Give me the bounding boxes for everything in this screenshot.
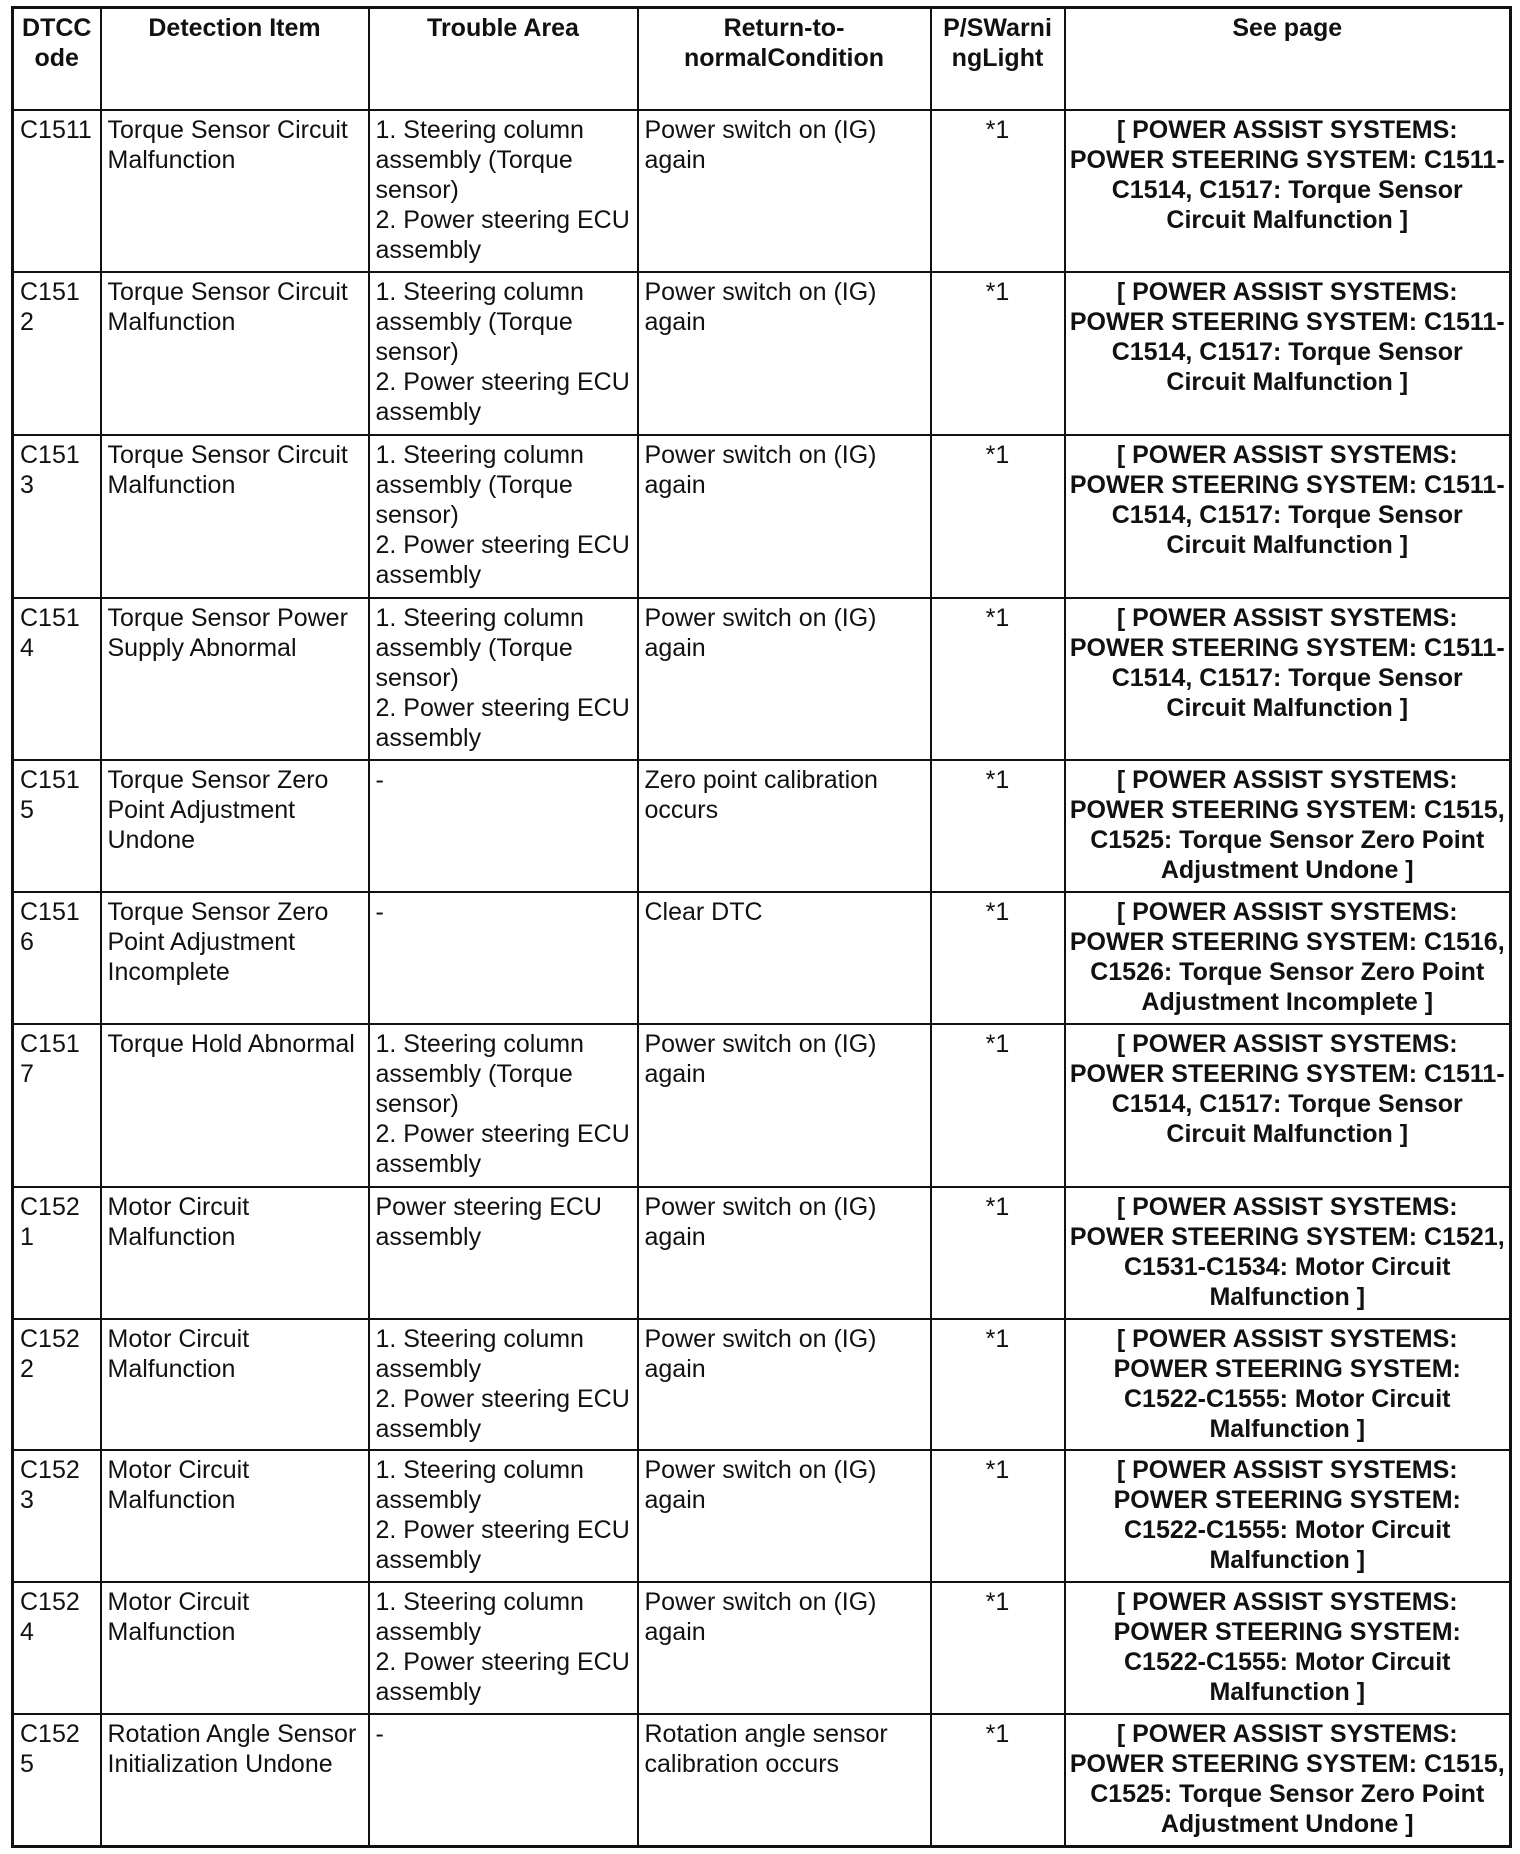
return-condition-cell: Power switch on (IG) again — [638, 598, 931, 761]
return-condition-cell: Zero point calibration occurs — [638, 760, 931, 892]
table-row — [13, 1187, 1511, 1319]
return-condition-cell: Power switch on (IG) again — [638, 1319, 931, 1451]
detection-item-cell: Torque Sensor Power Supply Abnormal — [101, 598, 369, 761]
trouble-area-line: - — [375, 898, 384, 927]
trouble-area-line: Power steering ECU assembly — [375, 1192, 602, 1251]
trouble-area-cell — [369, 1187, 638, 1319]
trouble-area-cell — [369, 1582, 638, 1714]
trouble-area-line: 2. Power steering ECU assembly — [375, 1516, 630, 1575]
header-label: P/S — [943, 14, 984, 42]
dtc-code-cell: C1513 — [13, 435, 101, 598]
trouble-area-line: 1. Steering column assembly — [375, 1588, 584, 1647]
trouble-area-cell — [369, 435, 638, 598]
return-condition-cell: Clear DTC — [638, 892, 931, 1024]
see-page-cell: [ POWER ASSIST SYSTEMS: POWER STEERING SYSTEM: C1516, C1526: Torque Sensor Zero Point Adjustment Incomplete ] — [1065, 892, 1511, 1024]
see-page-cell: [ POWER ASSIST SYSTEMS: POWER STEERING SYSTEM: C1515, C1525: Torque Sensor Zero Point Adjustment Undone ] — [1065, 760, 1511, 892]
trouble-area-cell — [369, 272, 638, 435]
trouble-area-cell — [369, 110, 638, 273]
return-condition-cell: Power switch on (IG) again — [638, 1024, 931, 1187]
return-condition-cell: Power switch on (IG) again — [638, 1582, 931, 1714]
header-label: Light — [982, 44, 1044, 72]
see-page-cell: [ POWER ASSIST SYSTEMS: POWER STEERING SYSTEM: C1522-C1555: Motor Circuit Malfunction ] — [1065, 1450, 1511, 1582]
trouble-area-line: 1. Steering column assembly — [375, 1456, 584, 1515]
trouble-area-cell — [369, 1450, 638, 1582]
see-page-header — [1065, 8, 1511, 110]
trouble-area-header — [369, 8, 638, 110]
dtc-code-cell: C1511 — [13, 110, 101, 273]
warning-light-cell: *1 — [931, 435, 1065, 598]
warning-light-cell: *1 — [931, 892, 1065, 1024]
return-condition-cell: Power switch on (IG) again — [638, 1187, 931, 1319]
see-page-cell: [ POWER ASSIST SYSTEMS: POWER STEERING SYSTEM: C1511-C1514, C1517: Torque Sensor Circuit Malfunction ] — [1065, 1024, 1511, 1187]
dtc-code-header — [13, 8, 101, 110]
trouble-area-line: 1. Steering column assembly (Torque sensor) — [375, 440, 584, 529]
see-page-cell: [ POWER ASSIST SYSTEMS: POWER STEERING SYSTEM: C1522-C1555: Motor Circuit Malfunction ] — [1065, 1319, 1511, 1451]
trouble-area-cell — [369, 1319, 638, 1451]
return-condition-cell: Power switch on (IG) again — [638, 110, 931, 273]
dtc-code-cell: C1521 — [13, 1187, 101, 1319]
see-page-cell: [ POWER ASSIST SYSTEMS: POWER STEERING SYSTEM: C1511-C1514, C1517: Torque Sensor Circuit Malfunction ] — [1065, 598, 1511, 761]
return-condition-cell: Power switch on (IG) again — [638, 1450, 931, 1582]
header-label: Trouble Area — [427, 14, 579, 42]
detection-item-cell: Motor Circuit Malfunction — [101, 1450, 369, 1582]
warning-light-cell: *1 — [931, 760, 1065, 892]
detection-item-cell: Torque Sensor Circuit Malfunction — [101, 272, 369, 435]
table-row — [13, 110, 1511, 273]
trouble-area-line: - — [375, 766, 384, 795]
trouble-area-line: - — [375, 1720, 384, 1749]
dtc-code-cell: C1522 — [13, 1319, 101, 1451]
trouble-area-line: 2. Power steering ECU assembly — [375, 1120, 630, 1179]
header-label: See page — [1232, 14, 1343, 42]
trouble-area-cell — [369, 1024, 638, 1187]
header-label: DTC — [22, 14, 74, 42]
return-condition-cell: Power switch on (IG) again — [638, 272, 931, 435]
detection-item-header — [101, 8, 369, 110]
trouble-area-line: 1. Steering column assembly (Torque sensor) — [375, 278, 584, 367]
detection-item-cell: Torque Sensor Circuit Malfunction — [101, 435, 369, 598]
trouble-area-cell — [369, 892, 638, 1024]
trouble-area-cell — [369, 598, 638, 761]
trouble-area-line: 1. Steering column assembly (Torque sensor) — [375, 115, 584, 204]
dtc-code-cell: C1514 — [13, 598, 101, 761]
table-body — [13, 110, 1511, 1847]
table-row — [13, 1450, 1511, 1582]
dtc-code-cell: C1512 — [13, 272, 101, 435]
warning-light-cell: *1 — [931, 1582, 1065, 1714]
table-row — [13, 1024, 1511, 1187]
dtc-table — [11, 6, 1512, 1848]
detection-item-cell: Rotation Angle Sensor Initialization Undone — [101, 1714, 369, 1846]
warning-light-cell: *1 — [931, 1450, 1065, 1582]
see-page-cell: [ POWER ASSIST SYSTEMS: POWER STEERING SYSTEM: C1521, C1531-C1534: Motor Circuit Malfunction ] — [1065, 1187, 1511, 1319]
header-label: Detection Item — [148, 14, 321, 42]
table-row — [13, 435, 1511, 598]
trouble-area-line: 2. Power steering ECU assembly — [375, 530, 630, 589]
see-page-cell: [ POWER ASSIST SYSTEMS: POWER STEERING SYSTEM: C1511-C1514, C1517: Torque Sensor Circuit Malfunction ] — [1065, 435, 1511, 598]
table-row — [13, 892, 1511, 1024]
table-row — [13, 598, 1511, 761]
warning-light-cell: *1 — [931, 1714, 1065, 1846]
see-page-cell: [ POWER ASSIST SYSTEMS: POWER STEERING SYSTEM: C1511-C1514, C1517: Torque Sensor Circuit Malfunction ] — [1065, 272, 1511, 435]
dtc-code-cell: C1516 — [13, 892, 101, 1024]
detection-item-cell: Torque Sensor Zero Point Adjustment Undone — [101, 760, 369, 892]
dtc-code-cell: C1517 — [13, 1024, 101, 1187]
return-condition-cell: Power switch on (IG) again — [638, 435, 931, 598]
trouble-area-cell — [369, 1714, 638, 1846]
table-row — [13, 272, 1511, 435]
dtc-code-cell: C1524 — [13, 1582, 101, 1714]
dtc-code-cell: C1523 — [13, 1450, 101, 1582]
see-page-cell: [ POWER ASSIST SYSTEMS: POWER STEERING SYSTEM: C1522-C1555: Motor Circuit Malfunction ] — [1065, 1582, 1511, 1714]
trouble-area-line: 2. Power steering ECU assembly — [375, 693, 630, 752]
warning-light-cell: *1 — [931, 1319, 1065, 1451]
return-condition-cell: Rotation angle sensor calibration occurs — [638, 1714, 931, 1846]
trouble-area-cell — [369, 760, 638, 892]
table-row — [13, 1319, 1511, 1451]
return-condition-header — [638, 8, 931, 110]
table-row — [13, 760, 1511, 892]
detection-item-cell: Motor Circuit Malfunction — [101, 1187, 369, 1319]
header-row — [13, 8, 1511, 110]
header-label: Warning — [951, 14, 1052, 72]
trouble-area-line: 2. Power steering ECU assembly — [375, 368, 630, 427]
table-row — [13, 1582, 1511, 1714]
see-page-cell: [ POWER ASSIST SYSTEMS: POWER STEERING SYSTEM: C1515, C1525: Torque Sensor Zero Point Adjustment Undone ] — [1065, 1714, 1511, 1846]
dtc-code-cell: C1515 — [13, 760, 101, 892]
dtc-code-cell: C1525 — [13, 1714, 101, 1846]
trouble-area-line: 2. Power steering ECU assembly — [375, 1648, 630, 1707]
warning-light-cell: *1 — [931, 1187, 1065, 1319]
warning-light-cell: *1 — [931, 110, 1065, 273]
warning-light-cell: *1 — [931, 598, 1065, 761]
detection-item-cell: Torque Hold Abnormal — [101, 1024, 369, 1187]
header-label: Return-to-normal — [684, 14, 845, 72]
trouble-area-line: 2. Power steering ECU assembly — [375, 205, 630, 264]
table-header — [13, 8, 1511, 110]
trouble-area-line: 1. Steering column assembly — [375, 1324, 584, 1383]
detection-item-cell: Torque Sensor Circuit Malfunction — [101, 110, 369, 273]
header-label: Condition — [767, 44, 884, 72]
trouble-area-line: 1. Steering column assembly (Torque sensor) — [375, 603, 584, 692]
detection-item-cell: Motor Circuit Malfunction — [101, 1319, 369, 1451]
trouble-area-line: 1. Steering column assembly (Torque sensor) — [375, 1030, 584, 1119]
detection-item-cell: Torque Sensor Zero Point Adjustment Incomplete — [101, 892, 369, 1024]
warning-light-cell: *1 — [931, 1024, 1065, 1187]
header-label: Code — [34, 14, 92, 72]
trouble-area-line: 2. Power steering ECU assembly — [375, 1384, 630, 1443]
warning-light-cell: *1 — [931, 272, 1065, 435]
see-page-cell: [ POWER ASSIST SYSTEMS: POWER STEERING SYSTEM: C1511-C1514, C1517: Torque Sensor Circuit Malfunction ] — [1065, 110, 1511, 273]
table-row — [13, 1714, 1511, 1846]
detection-item-cell: Motor Circuit Malfunction — [101, 1582, 369, 1714]
warning-light-header — [931, 8, 1065, 110]
